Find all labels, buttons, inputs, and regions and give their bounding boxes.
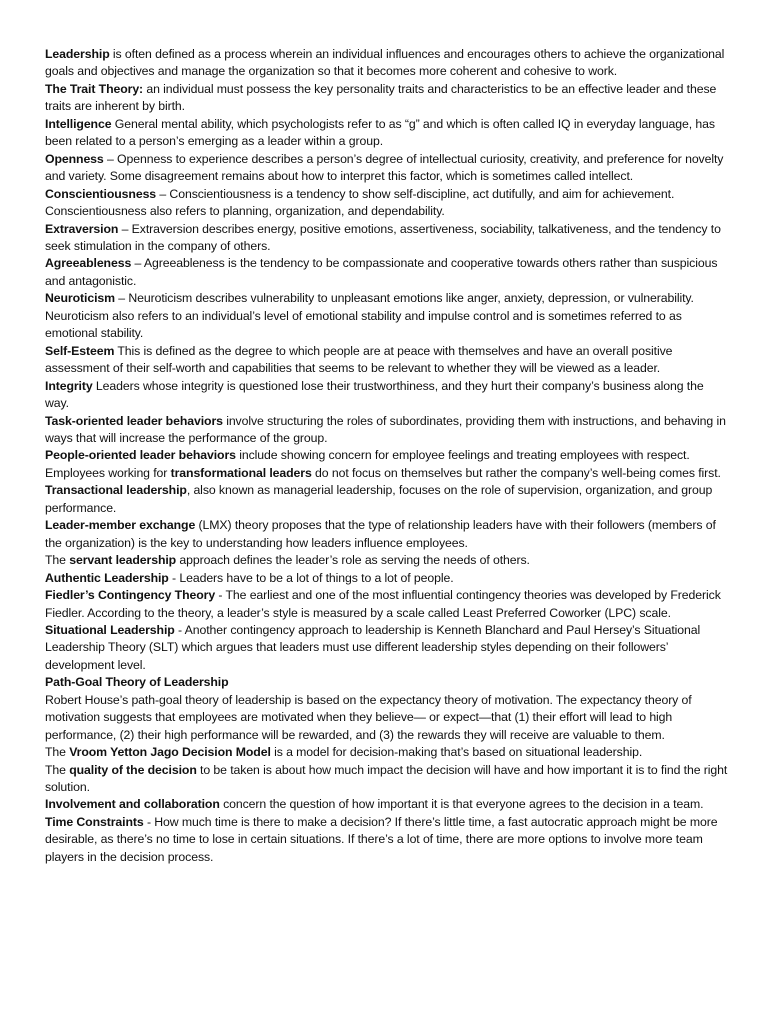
term-heading: Situational Leadership bbox=[45, 622, 175, 637]
paragraph bbox=[45, 814, 730, 866]
term-heading: Leadership bbox=[45, 47, 110, 61]
paragraph-text: This is defined as the degree to which people are at peace with themselves and have an overall positive assessment of their self-worth and capabilities that seems to be relevant to whether they will be viewed as a leader. bbox=[45, 343, 673, 376]
paragraph-text: The bbox=[45, 762, 70, 777]
term-heading: servant leadership bbox=[69, 553, 177, 568]
term-heading: Vroom Yetton Jago Decision Model bbox=[69, 745, 271, 760]
paragraph bbox=[45, 290, 730, 342]
paragraph-text: - Leaders have to be a lot of things to a lot of people. bbox=[168, 570, 454, 585]
paragraph-text: to be taken is about how much impact the decision will have and how important it is to find the right solution. bbox=[45, 762, 728, 795]
paragraph-text: is often defined as a process wherein an individual influences and encourages others to achieve the organizational goals and objectives and manage the organization so that it becomes more coherent and cohesive to work. bbox=[45, 47, 725, 79]
paragraph bbox=[45, 622, 730, 674]
paragraph bbox=[45, 46, 730, 81]
paragraph bbox=[45, 413, 730, 448]
term-heading: Involvement and collaboration bbox=[45, 797, 220, 812]
paragraph bbox=[45, 552, 730, 569]
paragraph-text: – Extraversion describes energy, positive emotions, assertiveness, sociability, talkativeness, and the tendency to seek stimulation in the company of others. bbox=[45, 221, 721, 253]
term-heading: Neuroticism bbox=[45, 291, 115, 306]
paragraph-text: an individual must possess the key personality traits and characteristics to be an effective leader and these traits are inherent by birth. bbox=[45, 81, 717, 114]
term-heading: Intelligence bbox=[45, 116, 112, 131]
paragraph bbox=[45, 255, 730, 290]
term-heading: Time Constraints bbox=[45, 814, 144, 829]
paragraph-text: concern the question of how important it is that everyone agrees to the decision in a team. bbox=[219, 797, 704, 812]
term-heading: Path-Goal Theory of Leadership bbox=[45, 675, 229, 690]
paragraph-text: - How much time is there to make a decision? If there’s little time, a fast autocratic approach might be more desirable, as there’s no time to lose in certain situations. If there’s a lot of time, there are more options to involve more team players in the decision process. bbox=[45, 814, 718, 864]
paragraph-text: , also known as managerial leadership, focuses on the role of supervision, organization, and group performance. bbox=[45, 483, 713, 515]
term-heading: Leader-member exchange bbox=[45, 518, 196, 533]
paragraph-text: – Conscientiousness is a tendency to show self-discipline, act dutifully, and aim for achievement. Conscientiousness also refers to planning, organization, and dependability. bbox=[45, 186, 675, 219]
paragraph bbox=[45, 116, 730, 151]
term-heading: Task-oriented leader behaviors bbox=[45, 413, 223, 428]
paragraph bbox=[45, 762, 730, 797]
term-heading: People-oriented leader behaviors bbox=[45, 448, 236, 463]
term-heading: The Trait Theory: bbox=[45, 81, 144, 96]
paragraph-text: - The earliest and one of the most influential contingency theories was developed by Frederick Fiedler. According to the theory, a leader’s style is measured by a scale called Least Preferred Coworker (LPC) scale. bbox=[45, 588, 721, 620]
paragraph-text: include showing concern for employee feelings and treating employees with respect. Employees working for bbox=[45, 448, 690, 480]
paragraph-text: – Neuroticism describes vulnerability to unpleasant emotions like anger, anxiety, depression, or vulnerability. Neuroticism also refers to an individual’s level of emotional stability and impulse control and is sometimes referred to as emotional stability. bbox=[45, 291, 694, 341]
term-heading: transformational leaders bbox=[170, 465, 312, 480]
paragraph bbox=[45, 796, 730, 813]
paragraph-text: approach defines the leader’s role as serving the needs of others. bbox=[176, 553, 530, 568]
paragraph bbox=[45, 517, 730, 552]
paragraph-text: (LMX) theory proposes that the type of relationship leaders have with their followers (members of the organization) is the key to understanding how leaders influence employees. bbox=[45, 518, 716, 550]
paragraph bbox=[45, 447, 730, 482]
term-heading: Agreeableness bbox=[45, 256, 132, 271]
paragraph-text: The bbox=[45, 553, 70, 568]
term-heading: quality of the decision bbox=[69, 762, 197, 777]
paragraph bbox=[45, 378, 730, 413]
paragraph-text: – Agreeableness is the tendency to be compassionate and cooperative towards others rather than suspicious and antagonistic. bbox=[45, 256, 718, 288]
term-heading: Openness bbox=[45, 151, 104, 166]
term-heading: Integrity bbox=[45, 378, 93, 393]
term-heading: Fiedler’s Contingency Theory bbox=[45, 588, 216, 603]
paragraph-text: – Openness to experience describes a person’s degree of intellectual curiosity, creativity, and preference for novelty and variety. Some disagreement remains about how to interpret this factor, which is sometimes called intellect. bbox=[45, 151, 724, 184]
term-heading: Extraversion bbox=[45, 221, 119, 236]
paragraph-text: - Another contingency approach to leadership is Kenneth Blanchard and Paul Hersey’s Situational Leadership Theory (SLT) which argues that leaders must use different leadership styles depending on their followers’ development level. bbox=[45, 622, 701, 672]
document-body bbox=[45, 46, 730, 866]
paragraph bbox=[45, 744, 730, 761]
paragraph bbox=[45, 570, 730, 587]
paragraph bbox=[45, 587, 730, 622]
paragraph-text: involve structuring the roles of subordinates, providing them with instructions, and behaving in ways that will increase the performance of the group. bbox=[45, 413, 726, 445]
paragraph bbox=[45, 674, 730, 691]
term-heading: Self-Esteem bbox=[45, 343, 115, 358]
paragraph-text: is a model for decision-making that’s based on situational leadership. bbox=[270, 745, 643, 760]
paragraph bbox=[45, 81, 730, 116]
paragraph-text: The bbox=[45, 745, 70, 760]
paragraph bbox=[45, 186, 730, 221]
paragraph bbox=[45, 482, 730, 517]
paragraph-text: Robert House’s path-goal theory of leadership is based on the expectancy theory of motivation. The expectancy theory of motivation suggests that employees are motivated when they believe— or expect—that (1) their effort will lead to high performance, (2) their high performance will be rewarded, and (3) the rewards they will receive are valuable to them. bbox=[45, 692, 692, 742]
paragraph-text: Leaders whose integrity is questioned lose their trustworthiness, and they hurt their company’s business along the way. bbox=[45, 378, 704, 411]
paragraph bbox=[45, 343, 730, 378]
term-heading: Authentic Leadership bbox=[45, 570, 169, 585]
paragraph bbox=[45, 221, 730, 256]
term-heading: Conscientiousness bbox=[45, 186, 157, 201]
paragraph-text: General mental ability, which psychologists refer to as “g” and which is often called IQ in everyday language, has been related to a person’s emerging as a leader within a group. bbox=[45, 116, 715, 149]
term-heading: Transactional leadership bbox=[45, 483, 187, 498]
paragraph-text: do not focus on themselves but rather the company’s well-being comes first. bbox=[311, 465, 721, 480]
paragraph bbox=[45, 692, 730, 744]
paragraph bbox=[45, 151, 730, 186]
